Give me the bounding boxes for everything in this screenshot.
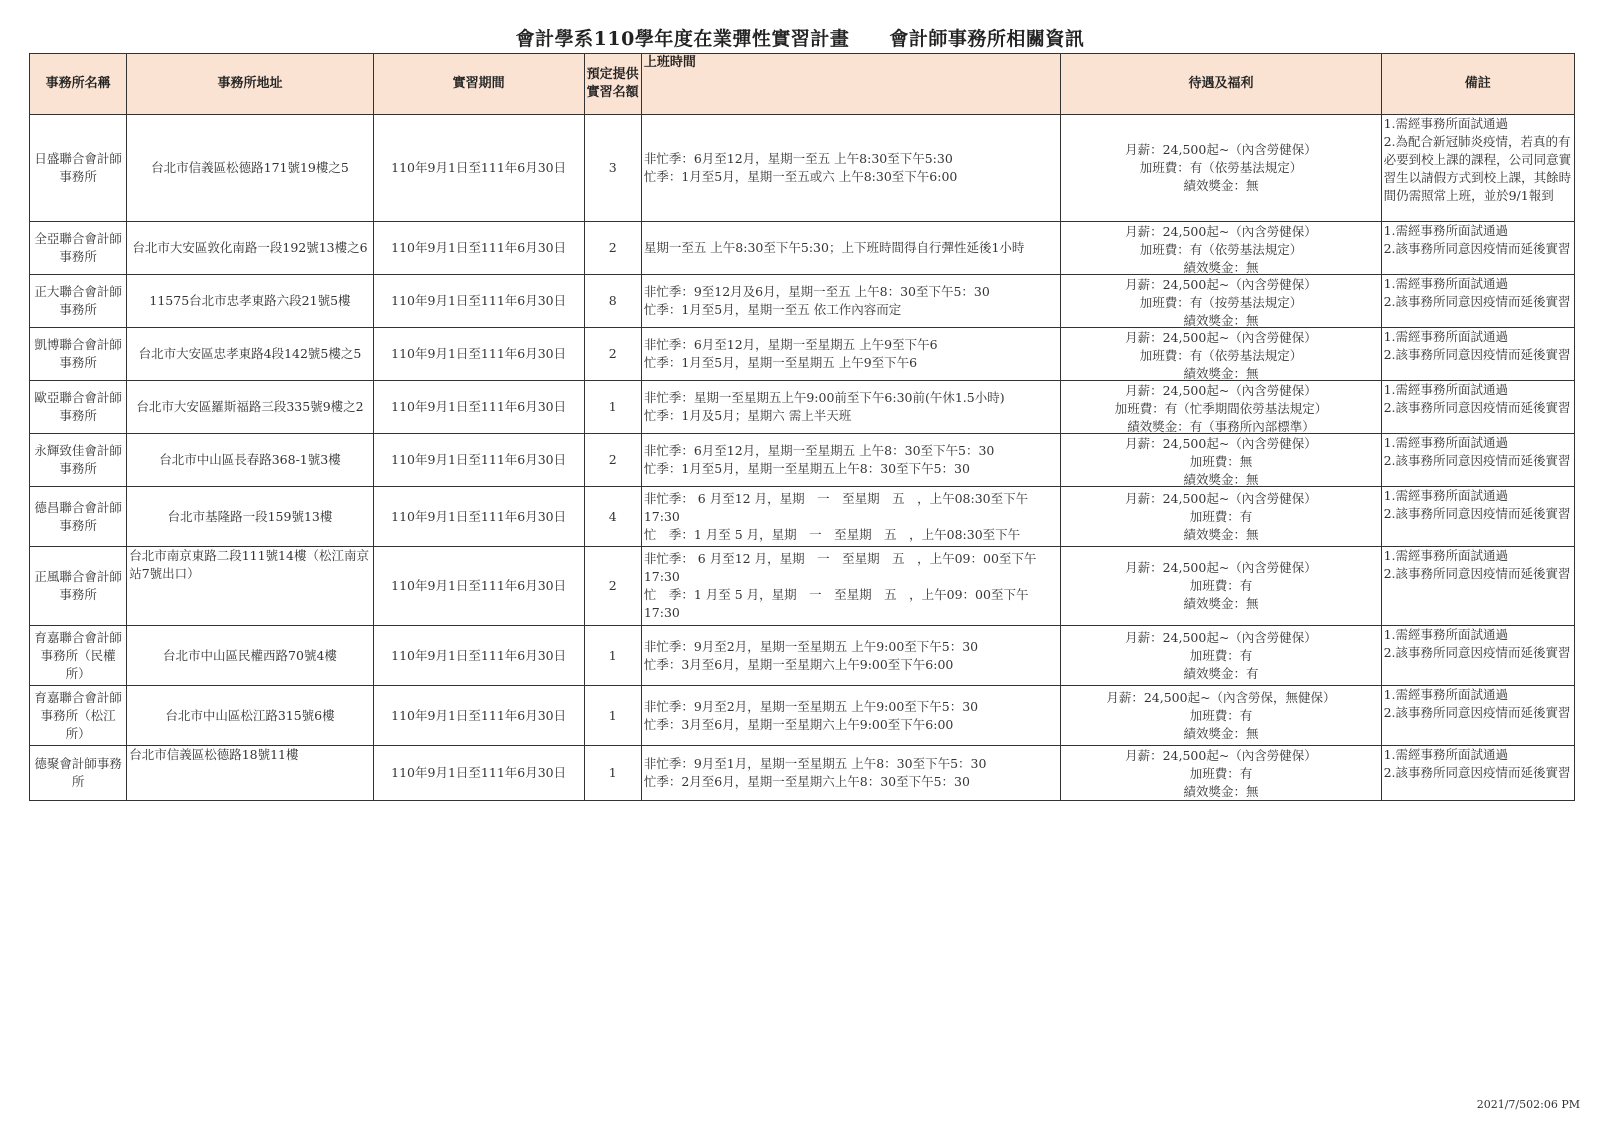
firm-address-cell: 台北市中山區民權西路70號4樓 [127,626,374,686]
title-sub: 會計師事務所相關資訊 [889,28,1085,50]
work-hours-cell [641,328,1061,381]
work-hours-cell-line: 忙季：1月至5月，星期一至五 依工作內容而定 [643,302,902,317]
table-row [30,275,1575,328]
work-hours-cell-line: 非忙季：6月至12月，星期一至星期五 上午8：30至下午5：30 [643,443,995,458]
notes-cell [1381,686,1574,746]
notes-cell [1381,487,1574,547]
benefits-cell-line: 加班費：有 [1189,508,1253,524]
internship-period-cell: 110年9月1日至111年6月30日 [373,686,584,746]
work-hours-cell-line: 忙季：1月至5月，星期一至五或六 上午8:30至下午6:00 [643,169,958,184]
benefits-cell-line: 月薪：24,500起~（內含勞健保） [1125,382,1317,398]
notes-cell-line: 1.需經事務所面試通過 [1383,329,1509,344]
work-hours-cell-line: 忙 季：1 月至 5 月，星期 一 至星期 五 ，上午09：00至下午17:30 [643,587,1029,620]
print-timestamp: 2021/7/502:06 PM [1476,1098,1580,1111]
notes-cell-line: 1.需經事務所面試通過 [1383,435,1509,450]
firm-name-cell: 日盛聯合會計師事務所 [30,115,127,222]
firm-address-cell: 台北市基隆路一段159號13樓 [127,487,374,547]
internship-period-cell: 110年9月1日至111年6月30日 [373,746,584,801]
benefits-cell-line: 月薪：24,500起~（內含勞健保） [1125,560,1317,575]
quota-cell: 1 [584,686,641,746]
work-hours-cell [641,115,1061,222]
quota-cell: 2 [584,328,641,381]
benefits-cell-line: 加班費：有（依勞基法規定） [1139,160,1303,175]
benefits-cell-line: 績效獎金：無 [1183,596,1259,611]
firm-name-cell: 全亞聯合會計師事務所 [30,222,127,275]
work-hours-cell-line: 忙季：2月至6月，星期一至星期六上午8：30至下午5：30 [643,774,970,789]
benefits-cell-line: 績效獎金：無 [1183,259,1259,274]
benefits-cell-line: 月薪：24,500起~（內含勞保，無健保） [1106,689,1336,705]
firm-address-cell: 台北市大安區羅斯福路三段335號9樓之2 [127,381,374,434]
work-hours-cell-line: 非忙季：6月至12月，星期一至五 上午8:30至下午5:30 [643,151,953,166]
header-name: 事務所名稱 [30,54,127,115]
benefits-cell-line: 月薪：24,500起~（內含勞健保） [1125,329,1317,345]
benefits-cell [1061,547,1381,626]
benefits-cell [1061,115,1381,222]
header-period: 實習期間 [373,54,584,115]
firm-address-cell: 台北市中山區松江路315號6樓 [127,686,374,746]
work-hours-cell-line: 忙季：1月及5月；星期六 需上半天班 [643,408,852,423]
work-hours-cell-line: 忙季：3月至6月，星期一至星期六上午9:00至下午6:00 [643,716,954,732]
quota-cell: 1 [584,381,641,434]
notes-cell-line: 2.為配合新冠肺炎疫情，若真的有必要到校上課的課程，公司同意實習生以請假方式到校上課，其餘時間仍需照常上班，並於9/1報到 [1383,134,1572,203]
work-hours-cell-line: 星期一至五 上午8:30至下午5:30；上下班時間得自行彈性延後1小時 [643,240,1025,255]
work-hours-cell-line: 忙季：3月至6月，星期一至星期六上午9:00至下午6:00 [643,656,954,672]
work-hours-cell-line: 忙 季：1 月至 5 月，星期 一 至星期 五 ，上午08:30至下午 [643,526,1021,542]
notes-cell-line: 1.需經事務所面試通過 [1383,687,1509,702]
benefits-cell-line: 績效獎金：有（事務所內部標準） [1127,418,1315,433]
benefits-cell [1061,222,1381,275]
work-hours-cell [641,487,1061,547]
table-row [30,115,1575,222]
firm-address-cell: 台北市大安區敦化南路一段192號13樓之6 [127,222,374,275]
notes-cell-line: 2.該事務所同意因疫情而延後實習 [1383,765,1571,780]
quota-cell: 1 [584,626,641,686]
notes-cell-line: 2.該事務所同意因疫情而延後實習 [1383,453,1571,468]
benefits-cell-line: 月薪：24,500起~（內含勞健保） [1125,747,1317,763]
benefits-cell-line: 月薪：24,500起~（內含勞健保） [1125,435,1317,451]
firm-name-cell: 永輝致佳會計師事務所 [30,434,127,487]
benefits-cell-line: 加班費：有（依勞基法規定） [1139,347,1303,363]
internship-period-cell: 110年9月1日至111年6月30日 [373,222,584,275]
notes-cell-line: 1.需經事務所面試通過 [1383,627,1509,642]
document-title [0,24,1600,51]
notes-cell-line: 1.需經事務所面試通過 [1383,276,1509,291]
internship-period-cell: 110年9月1日至111年6月30日 [373,487,584,547]
benefits-cell [1061,487,1381,547]
notes-cell-line: 1.需經事務所面試通過 [1383,548,1509,563]
quota-cell: 4 [584,487,641,547]
work-hours-cell [641,626,1061,686]
quota-cell: 2 [584,434,641,487]
firm-name-cell: 凱博聯合會計師事務所 [30,328,127,381]
work-hours-cell-line: 非忙季：9月至2月，星期一至星期五 上午9:00至下午5：30 [643,698,979,714]
firm-name-cell: 歐亞聯合會計師事務所 [30,381,127,434]
table-row [30,381,1575,434]
header-notes: 備註 [1381,54,1574,115]
benefits-cell-line: 加班費：有 [1189,647,1253,663]
work-hours-cell [641,222,1061,275]
work-hours-cell-line: 忙季：1月至5月，星期一至星期五 上午9至下午6 [643,355,918,370]
notes-cell [1381,434,1574,487]
firm-name-cell: 正大聯合會計師事務所 [30,275,127,328]
header-address: 事務所地址 [127,54,374,115]
work-hours-cell-line: 非忙季： 6 月至12 月，星期 一 至星期 五 ，上午09：00至下午17:30 [643,551,1037,584]
benefits-cell-line: 績效獎金：無 [1183,783,1259,799]
quota-cell: 3 [584,115,641,222]
table-header-row [30,54,1575,115]
firm-name-cell: 正風聯合會計師事務所 [30,547,127,626]
quota-cell: 2 [584,222,641,275]
firm-address-cell: 台北市中山區長春路368-1號3樓 [127,434,374,487]
benefits-cell-line: 加班費：有（按勞基法規定） [1139,294,1303,310]
work-hours-cell-line: 非忙季：6月至12月，星期一至星期五 上午9至下午6 [643,337,938,352]
firm-address-cell: 台北市南京東路二段111號14樓（松江南京站7號出口） [127,547,374,626]
benefits-cell-line: 加班費：有（依勞基法規定） [1139,241,1303,257]
benefits-cell-line: 績效獎金：無 [1183,471,1259,486]
notes-cell [1381,746,1574,801]
benefits-cell-line: 月薪：24,500起~（內含勞健保） [1125,142,1317,157]
benefits-cell [1061,434,1381,487]
work-hours-cell [641,547,1061,626]
benefits-cell [1061,626,1381,686]
notes-cell-line: 2.該事務所同意因疫情而延後實習 [1383,566,1571,581]
work-hours-cell [641,686,1061,746]
work-hours-cell-line: 非忙季：9月至2月，星期一至星期五 上午9:00至下午5：30 [643,638,979,654]
benefits-cell-line: 加班費：有 [1189,765,1253,781]
firm-address-cell: 台北市大安區忠孝東路4段142號5樓之5 [127,328,374,381]
quota-cell: 2 [584,547,641,626]
benefits-cell [1061,686,1381,746]
notes-cell-line: 2.該事務所同意因疫情而延後實習 [1383,400,1571,415]
notes-cell [1381,626,1574,686]
notes-cell [1381,328,1574,381]
work-hours-cell [641,381,1061,434]
benefits-cell [1061,381,1381,434]
benefits-cell-line: 加班費：有（忙季期間依勞基法規定） [1114,400,1328,416]
firm-name-cell: 德聚會計師事務所 [30,746,127,801]
firm-name-cell: 德昌聯合會計師事務所 [30,487,127,547]
firm-name-cell: 育嘉聯合會計師事務所（松江所） [30,686,127,746]
benefits-cell-line: 加班費：有 [1189,707,1253,723]
internship-period-cell: 110年9月1日至111年6月30日 [373,381,584,434]
notes-cell-line: 1.需經事務所面試通過 [1383,382,1509,397]
benefits-cell-line: 加班費：無 [1189,453,1253,469]
work-hours-cell [641,275,1061,328]
work-hours-cell-line: 非忙季： 6 月至12 月，星期 一 至星期 五 ，上午08:30至下午17:30 [643,490,1029,524]
benefits-cell-line: 績效獎金：有 [1183,665,1259,681]
benefits-cell-line: 月薪：24,500起~（內含勞健保） [1125,490,1317,506]
benefits-cell-line: 績效獎金：無 [1183,725,1259,741]
firm-address-cell: 11575台北市忠孝東路六段21號5樓 [127,275,374,328]
benefits-cell-line: 績效獎金：無 [1183,178,1259,193]
firm-address-cell: 台北市信義區松德路171號19樓之5 [127,115,374,222]
benefits-cell [1061,746,1381,801]
benefits-cell-line: 月薪：24,500起~（內含勞健保） [1125,223,1317,239]
table-row [30,686,1575,746]
work-hours-cell [641,434,1061,487]
notes-cell-line: 1.需經事務所面試通過 [1383,116,1509,131]
quota-cell: 1 [584,746,641,801]
benefits-cell-line: 月薪：24,500起~（內含勞健保） [1125,276,1317,292]
notes-cell-line: 2.該事務所同意因疫情而延後實習 [1383,294,1571,309]
table-row [30,328,1575,381]
internship-period-cell: 110年9月1日至111年6月30日 [373,434,584,487]
table-row [30,547,1575,626]
header-quota: 預定提供實習名額 [584,54,641,115]
header-benefits: 待遇及福利 [1061,54,1381,115]
work-hours-cell-line: 非忙季：星期一至星期五上午9:00前至下午6:30前(午休1.5小時) [643,390,1005,405]
notes-cell-line: 2.該事務所同意因疫情而延後實習 [1383,705,1571,720]
header-hours: 上班時間 [641,54,1061,115]
table-row [30,434,1575,487]
quota-cell: 8 [584,275,641,328]
firm-address-cell: 台北市信義區松德路18號11樓 [127,746,374,801]
table-row [30,746,1575,801]
notes-cell [1381,381,1574,434]
internship-period-cell: 110年9月1日至111年6月30日 [373,275,584,328]
benefits-cell-line: 績效獎金：無 [1183,312,1259,327]
work-hours-cell-line: 非忙季：9月至1月，星期一至星期五 上午8：30至下午5：30 [643,756,987,771]
notes-cell-line: 1.需經事務所面試通過 [1383,223,1509,238]
firms-table [29,53,1575,801]
notes-cell-line: 2.該事務所同意因疫情而延後實習 [1383,347,1571,362]
table-row [30,487,1575,547]
notes-cell [1381,222,1574,275]
work-hours-cell-line: 非忙季：9至12月及6月，星期一至五 上午8：30至下午5：30 [643,284,990,299]
work-hours-cell [641,746,1061,801]
notes-cell [1381,275,1574,328]
table-row [30,626,1575,686]
firm-name-cell: 育嘉聯合會計師事務所（民權所） [30,626,127,686]
title-main: 會計學系110學年度在業彈性實習計畫 [515,28,850,50]
notes-cell-line: 1.需經事務所面試通過 [1383,488,1509,503]
internship-period-cell: 110年9月1日至111年6月30日 [373,547,584,626]
notes-cell-line: 2.該事務所同意因疫情而延後實習 [1383,506,1571,521]
notes-cell-line: 2.該事務所同意因疫情而延後實習 [1383,241,1571,256]
benefits-cell [1061,328,1381,381]
benefits-cell-line: 績效獎金：無 [1183,526,1259,542]
benefits-cell-line: 加班費：有 [1189,578,1253,593]
internship-period-cell: 110年9月1日至111年6月30日 [373,328,584,381]
notes-cell-line: 2.該事務所同意因疫情而延後實習 [1383,645,1571,660]
notes-cell [1381,547,1574,626]
benefits-cell-line: 績效獎金：無 [1183,365,1259,380]
work-hours-cell-line: 忙季：1月至5月，星期一至星期五上午8：30至下午5：30 [643,461,970,476]
table-row [30,222,1575,275]
notes-cell-line: 1.需經事務所面試通過 [1383,747,1509,762]
notes-cell [1381,115,1574,222]
internship-period-cell: 110年9月1日至111年6月30日 [373,115,584,222]
benefits-cell-line: 月薪：24,500起~（內含勞健保） [1125,629,1317,645]
internship-period-cell: 110年9月1日至111年6月30日 [373,626,584,686]
benefits-cell [1061,275,1381,328]
